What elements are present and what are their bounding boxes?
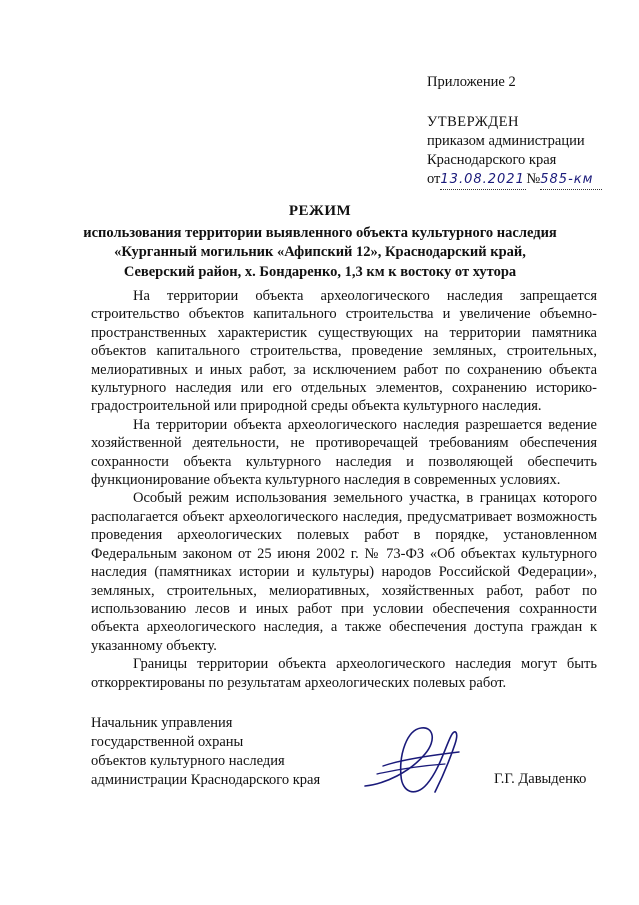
title-line-1: использования территории выявленного объекта культурного наследия xyxy=(83,224,557,241)
signatory-line-3: объектов культурного наследия xyxy=(91,753,285,769)
approved-heading: УТВЕРЖДЕН xyxy=(427,114,519,130)
document-body xyxy=(91,287,597,692)
approval-date-line xyxy=(427,170,602,190)
signatory-line-2: государственной охраны xyxy=(91,734,244,750)
title-line-3: Северский район, х. Бондаренко, 1,3 км к востоку от хутора xyxy=(123,263,517,280)
paragraph-4: Границы территории объекта археологического наследия могут быть откорректированы по результатам археологических полевых работ. xyxy=(91,656,597,691)
paragraph-1: На территории объекта археологического наследия запрещается строительство объектов капитального строительства и увеличение объемно-пространственных характеристик существующих на территории памятника объектов капитального строительства, проведение земляных, строительных, мелиоративных и иных работ, за исключением работ по сохранению объекта культурного наследия или его отдельных элементов, сохранению историко-градостроительной или природной среды объекта культурного наследия. xyxy=(91,288,597,415)
signatory-name: Г.Г. Давыденко xyxy=(494,771,587,787)
appendix-label: Приложение 2 xyxy=(427,74,516,90)
date-prefix: от xyxy=(427,171,441,187)
signature-icon xyxy=(355,714,475,804)
handwritten-signature xyxy=(355,714,475,809)
title-line-2: «Курганный могильник «Афипский 12», Краснодарский край, xyxy=(114,244,526,260)
number-prefix: № xyxy=(526,171,541,187)
approval-line-1: приказом администрации xyxy=(427,133,585,149)
signatory-position xyxy=(91,714,320,790)
handwritten-date: 13.08.2021 xyxy=(440,170,526,190)
document-title xyxy=(60,202,580,282)
approval-block xyxy=(427,113,602,190)
handwritten-number: 585-км xyxy=(540,170,602,190)
signatory-line-4: администрации Краснодарского края xyxy=(91,772,321,788)
paragraph-3: Особый режим использования земельного участка, в границах которого располагается объект археологического наследия, предусматривает возможность проведения археологических полевых работ в порядке, установленном Федеральным законом от 25 июня 2002 г. № 73-ФЗ «Об объектах культурного наследия (памятниках истории и культуры) народов Российской Федерации», земляных, строительных, мелиоративных, хозяйственных работ, работ по использованию лесов и иных работ при условии обеспечения сохранности объекта археологического наследия, а также обеспечения доступа граждан к указанному объекту. xyxy=(91,490,597,654)
title-main: РЕЖИМ xyxy=(288,203,352,219)
signatory-line-1: Начальник управления xyxy=(91,715,233,731)
approval-line-2: Краснодарского края xyxy=(427,152,557,168)
paragraph-2: На территории объекта археологического наследия разрешается ведение хозяйственной деятельности, не противоречащей требованиям обеспечения сохранности объекта культурного наследия и позволяющей обеспечить функционирование объекта культурного наследия в современных условиях. xyxy=(91,416,597,489)
